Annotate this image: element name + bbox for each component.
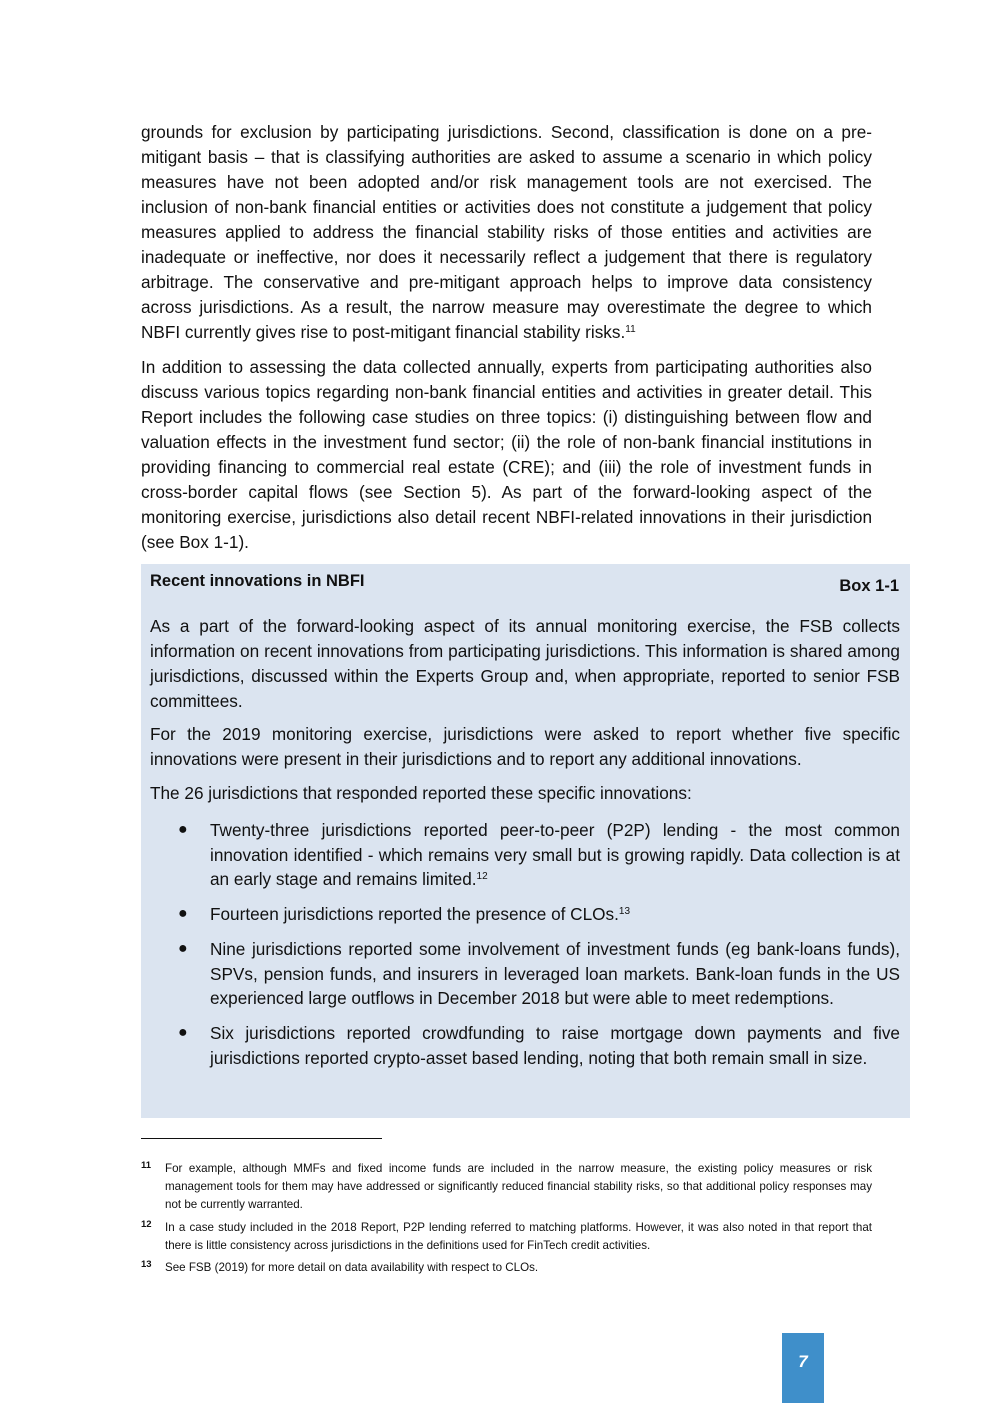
body-paragraph bbox=[141, 355, 872, 555]
footnote bbox=[141, 1259, 872, 1277]
bullet-icon: ● bbox=[178, 1024, 188, 1041]
footnote-number: 11 bbox=[141, 1160, 152, 1171]
list-item-text: Nine jurisdictions reported some involvement of investment funds (eg bank-loans funds), SPVs, pension funds, and insurers in leveraged loan markets. Bank-loan funds in the US experienced large outflows in December 2018 but were able to meet redemptions. bbox=[210, 939, 900, 1008]
list-item bbox=[150, 818, 900, 892]
footnote-divider bbox=[141, 1138, 382, 1139]
footnote-number: 12 bbox=[141, 1218, 152, 1230]
paragraph-text: In addition to assessing the data collected annually, experts from participating authorities also discuss various topics regarding non-bank financial entities and activities in greater detail. This Report includes the following case studies on three topics: (i) distinguishing between flow and valuation effects in the investment fund sector; (ii) the role of non-bank financial institutions in providing financing to commercial real estate (CRE); and (iii) the role of investment funds in cross-border capital flows (see Section 5). As part of the forward-looking aspect of the monitoring exercise, jurisdictions also detail recent NBFI-related innovations in their jurisdiction (see Box 1-1). bbox=[141, 357, 872, 552]
footnote bbox=[141, 1219, 872, 1255]
bullet-icon: ● bbox=[178, 821, 188, 838]
bullet-icon: ● bbox=[178, 940, 188, 957]
footnote-number: 13 bbox=[141, 1259, 152, 1271]
innovation-list bbox=[150, 818, 900, 1081]
page-number: 7 bbox=[782, 1333, 824, 1403]
footnotes bbox=[141, 1160, 872, 1281]
footnote-text: In a case study included in the 2018 Report, P2P lending referred to matching platforms. However, it was also noted in that report that there is little consistency across jurisdictions in the definitions used for FinTech credit activities. bbox=[165, 1220, 872, 1252]
footnote-ref[interactable]: 13 bbox=[618, 906, 631, 917]
list-item-text: Fourteen jurisdictions reported the presence of CLOs. bbox=[210, 904, 619, 924]
footnote-ref[interactable]: 11 bbox=[625, 324, 636, 335]
bullet-icon: ● bbox=[178, 905, 188, 922]
box-paragraph: For the 2019 monitoring exercise, jurisdictions were asked to report whether five specific innovations were present in their jurisdictions and to report any additional innovations. bbox=[150, 724, 900, 769]
list-item-text: Six jurisdictions reported crowdfunding to raise mortgage down payments and five jurisdictions reported crypto-asset based lending, noting that both remain small in size. bbox=[210, 1023, 900, 1068]
footnote-ref[interactable]: 12 bbox=[476, 871, 488, 882]
box-label: Box 1-1 bbox=[839, 577, 899, 595]
footnote bbox=[141, 1160, 872, 1215]
footnote-text: For example, although MMFs and fixed income funds are included in the narrow measure, the existing policy measures or risk management tools for them may have addressed or significantly reduced financial stability risks, so that additional policy responses may not be currently warranted. bbox=[165, 1162, 872, 1212]
box-paragraph: As a part of the forward-looking aspect of its annual monitoring exercise, the FSB collects information on recent innovations from participating jurisdictions. This information is shared among jurisdictions, discussed within the Experts Group and, when appropriate, reported to senior FSB committees. bbox=[150, 616, 900, 711]
list-item bbox=[150, 902, 900, 927]
box-title: Recent innovations in NBFI bbox=[150, 572, 365, 590]
list-item bbox=[150, 937, 900, 1011]
body-paragraph bbox=[141, 120, 872, 345]
footnote-text: See FSB (2019) for more detail on data availability with respect to CLOs. bbox=[165, 1261, 539, 1275]
box-paragraph: The 26 jurisdictions that responded reported these specific innovations: bbox=[150, 783, 692, 803]
list-item bbox=[150, 1021, 900, 1070]
list-item-text: Twenty-three jurisdictions reported peer-to-peer (P2P) lending - the most common innovation identified - which remains very small but is growing rapidly. Data collection is at an early stage and remains limited. bbox=[210, 820, 900, 889]
paragraph-text: grounds for exclusion by participating jurisdictions. Second, classification is done on a pre-mitigant basis – that is classifying authorities are asked to assume a scenario in which policy measures have not been adopted and/or risk management tools are not exercised. The inclusion of non-bank financial entities or activities does not constitute a judgement that policy measures applied to address the financial stability risks of those entities and activities are inadequate or ineffective, nor does it necessarily reflect a judgement that there is regulatory arbitrage. The conservative and pre-mitigant approach helps to improve data consistency across jurisdictions. As a result, the narrow measure may overestimate the degree to which NBFI currently gives rise to post-mitigant financial stability risks. bbox=[141, 122, 872, 342]
info-box bbox=[141, 564, 910, 1118]
